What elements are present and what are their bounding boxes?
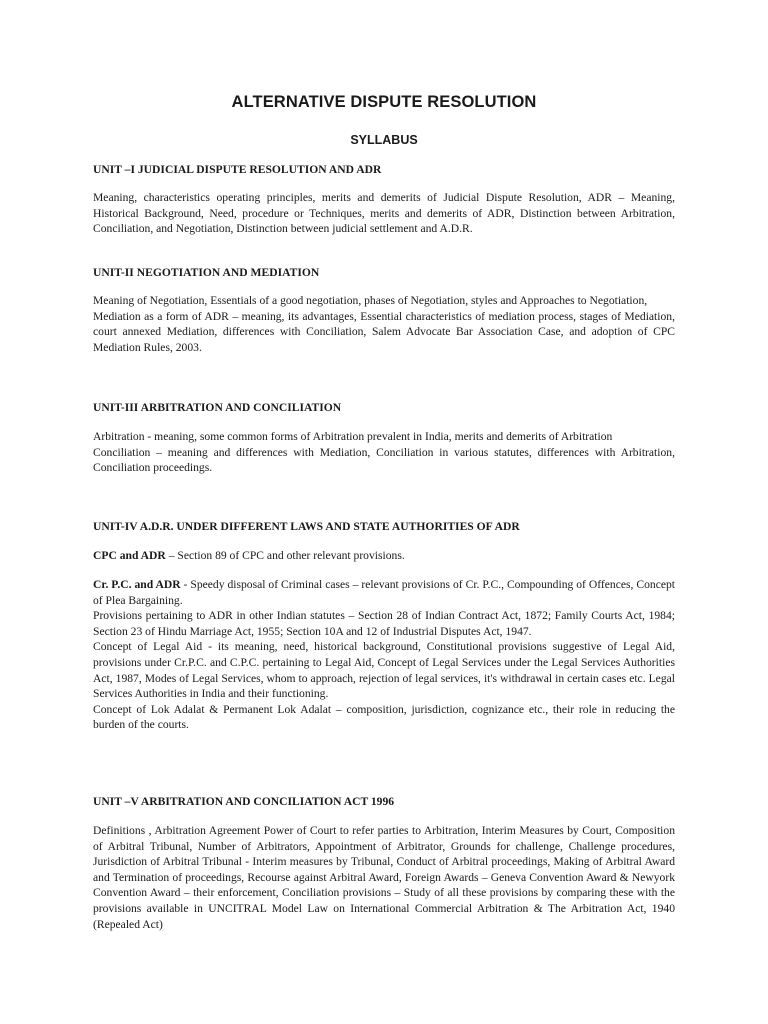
unit-1-paragraph [93, 190, 675, 237]
unit-3-heading: UNIT-III ARBITRATION AND CONCILIATION [93, 401, 342, 414]
unit-3-conciliation-text: Conciliation – meaning and differences with Mediation, Conciliation in various statutes, differences with Arbitration, Conciliation proceedings. [93, 445, 675, 475]
unit-4-crpc-text: - Speedy disposal of Criminal cases – relevant provisions of Cr. P.C., Compounding of Offences, Concept of Plea Bargaining. [93, 578, 675, 607]
unit-4-legal-aid-text: Concept of Legal Aid - its meaning, need, historical background, Constitutional provisions suggestive of Legal Aid, provisions under Cr.P.C. and C.P.C. pertaining to Legal Aid, Concept of Legal Services under the Legal Services Authorities Act, 1987, Modes of Legal Services, whom to approach, rejection of legal services, it's withdrawal in certain cases etc. Legal Services Authorities in India and their functioning. [93, 640, 675, 701]
unit-4-cpc-paragraph [93, 548, 675, 564]
unit-1-text: Meaning, characteristics operating principles, merits and demerits of Judicial Dispute Resolution, ADR – Meaning, Historical Background, Need, procedure or Techniques, merits and demerits of ADR, Distinction between Arbitration, Conciliation, and Negotiation, Distinction between judicial settlement and A.D.R. [93, 191, 675, 236]
unit-2-negotiation-text: Meaning of Negotiation, Essentials of a good negotiation, phases of Negotiation, styles and Approaches to Negotiation, [93, 294, 648, 307]
unit-4-cpc-text: – Section 89 of CPC and other relevant provisions. [165, 549, 405, 562]
document-page [93, 0, 675, 1024]
unit-5-text: Definitions , Arbitration Agreement Power of Court to refer parties to Arbitration, Interim Measures by Court, Composition of Arbitral Tribunal, Number of Arbitrators, Appointment of Arbitrator, Grounds for challenge, Challenge procedures, Jurisdiction of Arbitral Tribunal - Interim measures by Tribunal, Conduct of Arbitral proceedings, Making of Arbitral Award and Termination of proceedings, Recourse against Arbitral Award, Foreign Awards – Geneva Convention Award & Newyork Convention Award – their enforcement, Conciliation provisions – Study of all these provisions by comparing these with the provisions available in UNCITRAL Model Law on International Commercial Arbitration & The Arbitration Act, 1940 (Repealed Act) [93, 824, 675, 931]
unit-3-arbitration-text: Arbitration - meaning, some common forms of Arbitration prevalent in India, merits and demerits of Arbitration [93, 430, 613, 443]
unit-4-cpc-label: CPC and ADR [93, 549, 166, 562]
unit-1-heading: UNIT –I JUDICIAL DISPUTE RESOLUTION AND ADR [93, 163, 382, 176]
unit-2-mediation-text: Mediation as a form of ADR – meaning, its advantages, Essential characteristics of mediation process, stages of Mediation, court annexed Mediation, differences with Conciliation, Salem Advocate Bar Association Case, and adoption of CPC Mediation Rules, 2003. [93, 309, 675, 354]
unit-4-statutes-text: Provisions pertaining to ADR in other Indian statutes – Section 28 of Indian Contract Act, 1872; Family Courts Act, 1984; Section 23 of Hindu Marriage Act, 1955; Section 10A and 12 of Industrial Disputes Act, 1947. [93, 609, 675, 638]
unit-4-crpc-line [93, 577, 675, 608]
unit-4-heading: UNIT-IV A.D.R. UNDER DIFFERENT LAWS AND STATE AUTHORITIES OF ADR [93, 520, 520, 533]
document-title: ALTERNATIVE DISPUTE RESOLUTION [231, 93, 537, 111]
unit-4-crpc-label: Cr. P.C. and ADR [93, 578, 181, 591]
unit-2-section [93, 293, 675, 355]
unit-5-heading: UNIT –V ARBITRATION AND CONCILIATION ACT 1996 [93, 795, 395, 808]
document-subtitle: SYLLABUS [350, 133, 418, 147]
unit-3-section [93, 429, 675, 476]
unit-4-cpc-line [93, 548, 675, 564]
unit-2-heading: UNIT-II NEGOTIATION AND MEDIATION [93, 266, 320, 279]
unit-4-section [93, 577, 675, 733]
unit-4-lok-adalat-text: Concept of Lok Adalat & Permanent Lok Adalat – composition, jurisdiction, cognizance etc., their role in reducing the burden of the courts. [93, 702, 675, 732]
unit-5-paragraph [93, 823, 675, 932]
